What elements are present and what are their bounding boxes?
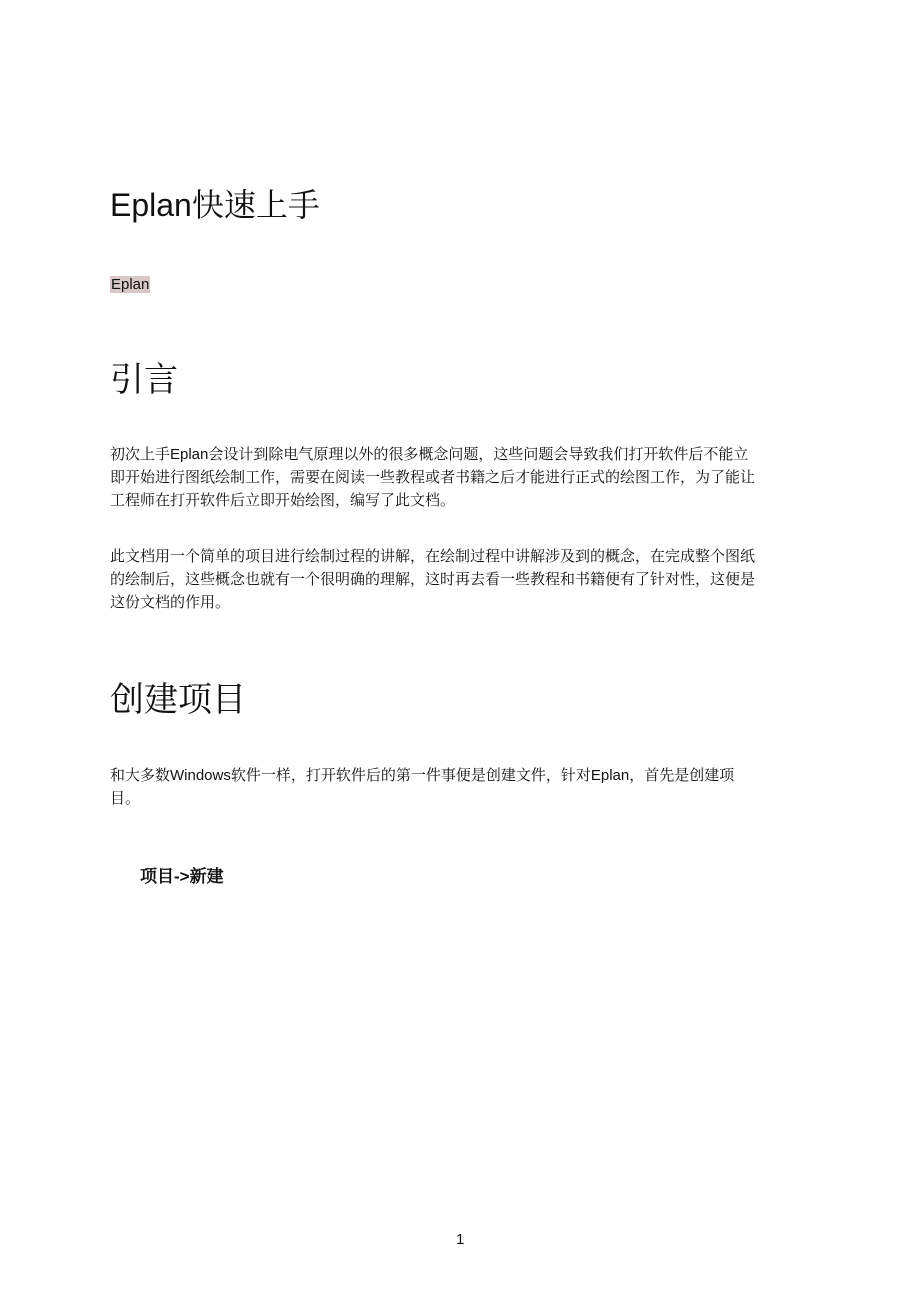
create-project-paragraph bbox=[110, 764, 830, 810]
document-title: Eplan快速上手 bbox=[110, 187, 320, 223]
text-line: 和大多数Windows软件一样，打开软件后的第一件事便是创建文件，针对Eplan，首先是创建项 bbox=[110, 767, 735, 784]
subheading-project-new: 项目->新建 bbox=[140, 867, 224, 886]
text-line: 的绘制后，这些概念也就有一个很明确的理解，这时再去看一些教程和书籍便有了针对性，这便是 bbox=[110, 571, 756, 588]
heading-create-project: 创建项目 bbox=[110, 681, 246, 719]
text-line: 工程师在打开软件后立即开始绘图，编写了此文档。 bbox=[110, 492, 456, 509]
intro-paragraph-1 bbox=[110, 443, 830, 512]
text-line: 即开始进行图纸绘制工作，需要在阅读一些教程或者书籍之后才能进行正式的绘图工作，为了能让 bbox=[110, 469, 756, 486]
heading-introduction: 引言 bbox=[110, 361, 178, 399]
intro-paragraph-2 bbox=[110, 545, 830, 614]
text-line: 初次上手Eplan会设计到除电气原理以外的很多概念问题，这些问题会导致我们打开软件后不能立 bbox=[110, 446, 749, 463]
text-line: 这份文档的作用。 bbox=[110, 594, 231, 611]
text-line: 此文档用一个简单的项目进行绘制过程的讲解，在绘制过程中讲解涉及到的概念，在完成整个图纸 bbox=[110, 548, 756, 565]
page-number: 1 bbox=[456, 1231, 465, 1248]
text-line: 目。 bbox=[110, 790, 141, 807]
tag-highlight: Eplan bbox=[111, 276, 150, 293]
